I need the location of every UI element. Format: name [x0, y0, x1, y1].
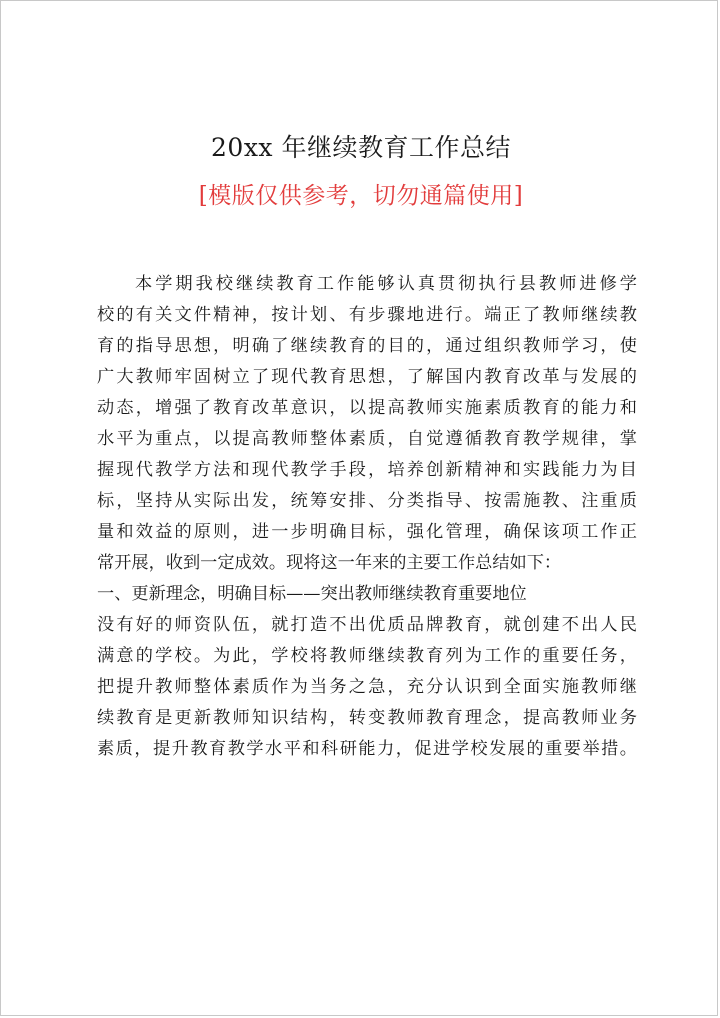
paragraph-2-line: 没有好的师资队伍，就打造不出优质品牌教育，就创建不出人民: [97, 615, 637, 635]
paragraph-2-line: 续教育是更新教师知识结构，转变教师教育理念，提高教师业务: [97, 708, 637, 728]
document-title: 20xx 年继续教育工作总结: [211, 133, 511, 162]
paragraph-1-line: 育的指导思想，明确了继续教育的目的，通过组织教师学习，使: [97, 336, 637, 356]
paragraph-1-line: 握现代教学方法和现代教学手段，培养创新精神和实践能力为目: [97, 460, 637, 480]
paragraph-1-line: 广大教师牢固树立了现代教育思想，了解国内教育改革与发展的: [97, 367, 637, 387]
section-heading-1: 一、更新理念，明确目标——突出教师继续教育重要地位: [97, 584, 527, 604]
paragraph-2-line: 把提升教师整体素质作为当务之急，充分认识到全面实施教师继: [97, 677, 637, 697]
paragraph-2-line: 满意的学校。为此，学校将教师继续教育列为工作的重要任务，: [97, 646, 637, 666]
paragraph-1-line: 标，坚持从实际出发，统筹安排、分类指导、按需施教、注重质: [97, 491, 637, 511]
paragraph-1-line: 水平为重点，以提高教师整体素质，自觉遵循教育教学规律，掌: [97, 429, 637, 449]
template-notice: [模版仅供参考，切勿通篇使用]: [198, 183, 524, 209]
paragraph-1-line: 本学期我校继续教育工作能够认真贯彻执行县教师进修学: [135, 274, 637, 294]
document-body: [97, 269, 637, 765]
paragraph-1-line: 动态，增强了教育改革意识，以提高教师实施素质教育的能力和: [97, 398, 637, 418]
paragraph-1-line: 量和效益的原则，进一步明确目标，强化管理，确保该项工作正: [97, 522, 637, 542]
paragraph-1-line: 校的有关文件精神，按计划、有步骤地进行。端正了教师继续教: [97, 305, 637, 325]
paragraph-1-line: 常开展，收到一定成效。现将这一年来的主要工作总结如下：: [97, 553, 562, 573]
paragraph-2-line: 素质，提升教育教学水平和科研能力，促进学校发展的重要举措。: [97, 739, 637, 759]
